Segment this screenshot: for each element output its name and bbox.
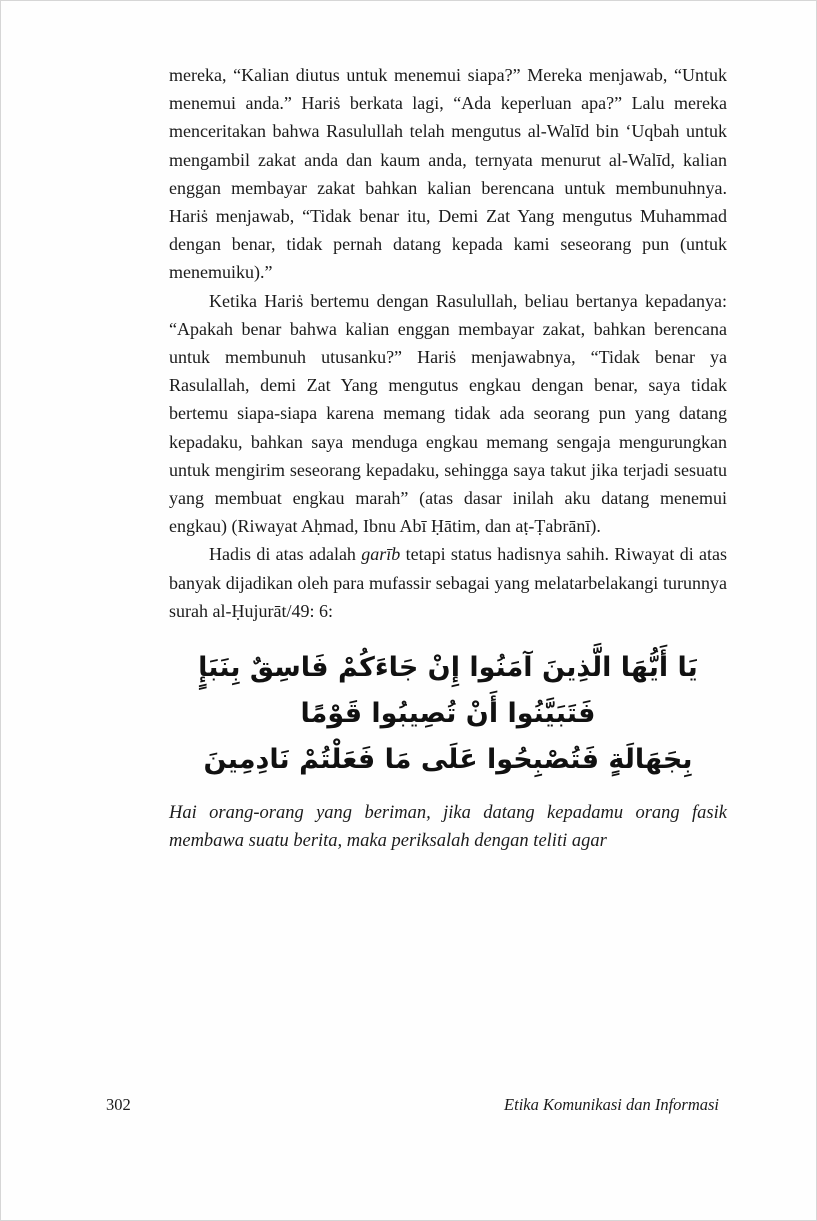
paragraph: Ketika Hariṡ bertemu dengan Rasulullah, beliau bertanya kepadanya: “Apakah benar bahwa kalian enggan membayar zakat, bahkan berencana untuk membunuh utusanku?” Hariṡ menjawabnya, “Tidak benar ya Rasulallah, demi Zat Yang mengutus engkau dengan benar, saya tidak bertemu siapa-siapa karena memang tidak ada seorang pun yang datang kepadaku, bahkan saya menduga engkau memang sengaja mengurungkan untuk mengirim seseorang kepadaku, sehingga saya takut jika terjadi sesuatu yang membuat engkau marah” (atas dasar inilah aku datang menemui engkau) (Riwayat Aḥmad, Ibnu Abī Ḥātim, dan aṭ-Ṭabrānī).	[169, 290, 727, 537]
page-number: 302	[106, 1095, 131, 1114]
page-footer	[106, 1095, 719, 1115]
quran-verse-arabic	[169, 645, 727, 783]
paragraph-continued: mereka, “Kalian diutus untuk menemui siapa?” Mereka menjawab, “Untuk menemui anda.” Hariṡ berkata lagi, “Ada keperluan apa?” Lalu mereka menceritakan bahwa Rasulullah telah mengutus al-Walīd bin ‘Uqbah untuk mengambil zakat anda dan kaum anda, ternyata menurut al-Walīd, kalian enggan membayar zakat bahkan kalian berencana untuk membunuhnya. Hariṡ menjawab, “Tidak benar itu, Demi Zat Yang mengutus Muhammad dengan benar, tidak pernah datang kepada kami seseorang pun (untuk menemuiku).”	[169, 65, 727, 283]
running-title: Etika Komunikasi dan Informasi	[504, 1095, 719, 1114]
arabic-line: يَا أَيُّهَا الَّذِينَ آمَنُوا إِنْ جَاءَكُمْ فَاسِقٌ بِنَبَإٍ فَتَبَيَّنُوا أَنْ تُصِيبُوا قَوْمًا	[198, 652, 698, 730]
paragraph-text: Hadis di atas adalah	[209, 544, 362, 565]
italic-term: garīb	[361, 544, 401, 565]
verse-translation: Hai orang-orang yang beriman, jika datang kepadamu orang fasik membawa suatu berita, maka periksalah dengan teliti agar	[169, 803, 727, 852]
arabic-line: بِجَهَالَةٍ فَتُصْبِحُوا عَلَى مَا فَعَلْتُمْ نَادِمِينَ	[203, 744, 693, 776]
paragraph	[169, 540, 727, 625]
body-text	[169, 61, 727, 855]
paragraph-text: tetapi status hadisnya sahih. Riwayat di atas banyak dijadikan oleh para mufassir sebagai yang melatarbelakangi turunnya surah al-Ḥujurāt/49: 6:	[169, 544, 728, 621]
